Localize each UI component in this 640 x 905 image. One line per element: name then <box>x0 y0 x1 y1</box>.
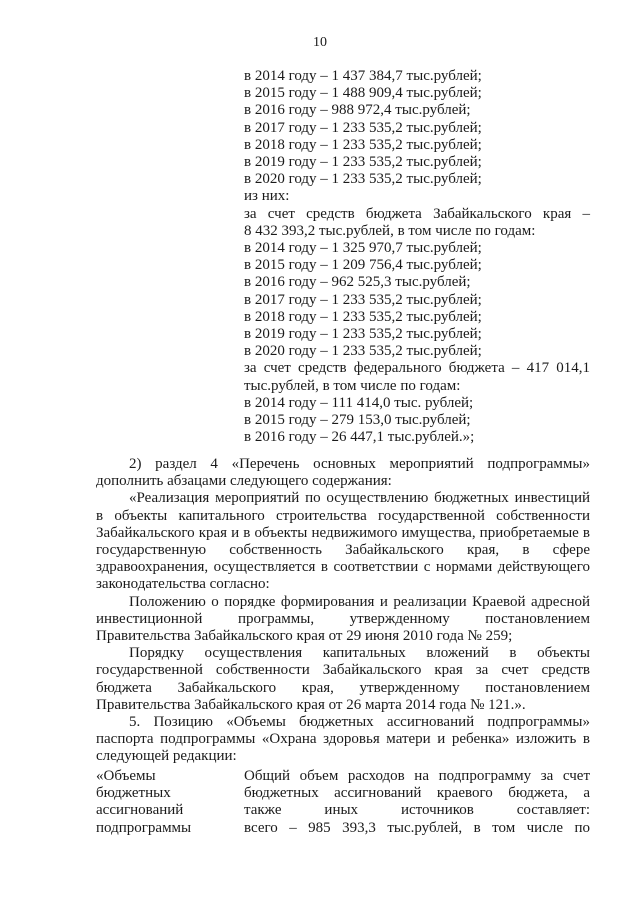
table-cell-value: бюджетных ассигнований краевого бюджета, а <box>244 785 590 802</box>
funding-line: в 2017 году – 1 233 535,2 тыс.рублей; <box>244 119 482 136</box>
funding-line: в 2020 году – 1 233 535,2 тыс.рублей; <box>244 343 482 360</box>
document-body <box>96 456 590 766</box>
table-row <box>96 802 590 819</box>
paragraph-procedure-121: Порядку осуществления капитальных вложений в объекты государственной собственности Забайкальского края за счет средств бюджета Забайкальского края, утвержденному постановлением Правительства Забайкальского края от 26 марта 2014 года № 121.». <box>96 645 590 713</box>
funding-line: за счет средств федерального бюджета – 417 014,1 <box>244 360 590 377</box>
page-number: 10 <box>313 35 327 50</box>
table-cell-label: «Объемы <box>96 768 156 784</box>
funding-line: в 2019 году – 1 233 535,2 тыс.рублей; <box>244 154 482 171</box>
table-cell-label: бюджетных <box>96 785 171 802</box>
paragraph-regulation-259: Положению о порядке формирования и реализации Краевой адресной инвестиционной программы, утвержденному постановлением Правительства Забайкальского края от 29 июня 2010 года № 259; <box>96 593 590 645</box>
table-cell-label: ассигнований <box>96 802 184 819</box>
table-cell-value: Общий объем расходов на подпрограмму за счет <box>244 768 590 784</box>
funding-line: из них: <box>244 188 290 205</box>
funding-line: 8 432 393,2 тыс.рублей, в том числе по годам: <box>244 222 536 239</box>
funding-line: в 2014 году – 111 414,0 тыс. рублей; <box>244 394 474 411</box>
funding-line: в 2018 году – 1 233 535,2 тыс.рублей; <box>244 308 482 325</box>
paragraph-section-4: 2) раздел 4 «Перечень основных мероприятий подпрограммы» дополнить абзацами следующего содержания: <box>96 456 590 490</box>
table-cell-label: подпрограммы <box>96 819 192 836</box>
funding-line: в 2016 году – 26 447,1 тыс.рублей.»; <box>244 429 475 446</box>
funding-line: за счет средств бюджета Забайкальского края – <box>244 205 590 222</box>
passport-table <box>96 768 590 837</box>
funding-line: в 2020 году – 1 233 535,2 тыс.рублей; <box>244 171 482 188</box>
funding-line: в 2015 году – 1 209 756,4 тыс.рублей; <box>244 257 482 274</box>
table-row <box>96 768 590 785</box>
table-cell-value: также иных источников составляет: <box>244 802 590 819</box>
paragraph-investments: «Реализация мероприятий по осуществлению бюджетных инвестиций в объекты капитального строительства государственной собственности Забайкальского края и в объекты недвижимого имущества, приобретаемые в государственную собственность Забайкальского края, в сфере здравоохранения, осуществляется в соответствии с нормами действующего законодательства согласно: <box>96 490 590 593</box>
funding-line: в 2018 году – 1 233 535,2 тыс.рублей; <box>244 136 482 153</box>
funding-line: в 2016 году – 988 972,4 тыс.рублей; <box>244 102 471 119</box>
funding-line: в 2015 году – 279 153,0 тыс.рублей; <box>244 412 471 429</box>
funding-line: в 2019 году – 1 233 535,2 тыс.рублей; <box>244 326 482 343</box>
paragraph-item-5: 5. Позицию «Объемы бюджетных ассигнований подпрограммы» паспорта подпрограммы «Охрана здоровья матери и ребенка» изложить в следующей редакции: <box>96 714 590 765</box>
funding-by-year-block <box>244 68 590 446</box>
funding-line: тыс.рублей, в том числе по годам: <box>244 377 461 394</box>
funding-line: в 2014 году – 1 437 384,7 тыс.рублей; <box>244 68 482 84</box>
funding-line: в 2014 году – 1 325 970,7 тыс.рублей; <box>244 240 482 257</box>
funding-line: в 2016 году – 962 525,3 тыс.рублей; <box>244 274 471 291</box>
table-row <box>96 820 590 837</box>
funding-line: в 2015 году – 1 488 909,4 тыс.рублей; <box>244 85 482 102</box>
table-row <box>96 785 590 802</box>
funding-line: в 2017 году – 1 233 535,2 тыс.рублей; <box>244 291 482 308</box>
table-cell-value: всего – 985 393,3 тыс.рублей, в том числе по <box>244 819 590 836</box>
